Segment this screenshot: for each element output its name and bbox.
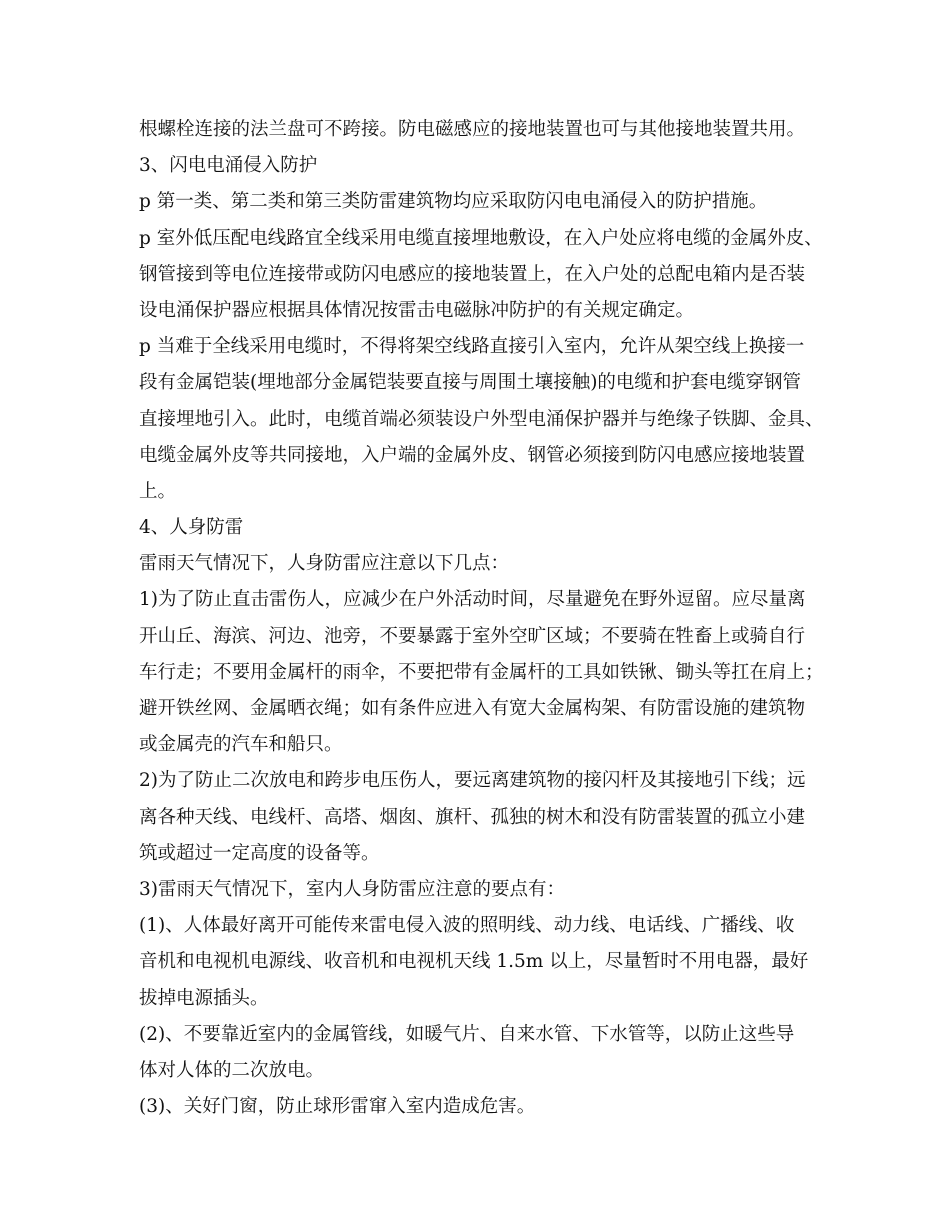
text-line: 开山丘、海滨、河边、池旁，不要暴露于室外空旷区域；不要骑在牲畜上或骑自行 [139,625,806,647]
text-line: 离各种天线、电线杆、高塔、烟囱、旗杆、孤独的树木和没有防雷装置的孤立小建 [139,806,806,828]
text-line: 直接埋地引入。此时，电缆首端必须装设户外型电涌保护器并与绝缘子铁脚、金具、 [139,408,824,430]
text-line: p 室外低压配电线路宜全线采用电缆直接埋地敷设，在入户处应将电缆的金属外皮、 [139,227,823,249]
text-line: 避开铁丝网、金属晒衣绳；如有条件应进入有宽大金属构架、有防雷设施的建筑物 [139,698,806,719]
text-line: p 当难于全线采用电缆时，不得将架空线路直接引入室内，允许从架空线上换接一 [139,336,805,358]
text-line: 拔掉电源插头。 [139,987,269,1009]
text-line: 车行走；不要用金属杆的雨伞，不要把带有金属杆的工具如铁锹、锄头等扛在肩上； [139,661,824,683]
text-line: 筑或超过一定高度的设备等。 [139,842,380,864]
text-line: 雷雨天气情况下，人身防雷应注意以下几点： [139,553,510,575]
section-heading: 4、人身防雷 [139,517,244,539]
text-line: p 第一类、第二类和第三类防雷建筑物均应采取防闪电电涌侵入的防护措施。 [139,191,768,213]
text-line: (1)、人体最好离开可能传来雷电侵入波的照明线、动力线、电话线、广播线、收 [139,915,795,937]
text-line: 钢管接到等电位连接带或防闪电感应的接地装置上，在入户处的总配电箱内是否装 [139,263,806,285]
text-line: 上。 [139,480,177,502]
text-line: 1)为了防止直击雷伤人，应减少在户外活动时间，尽量避免在野外逗留。应尽量离 [139,589,806,611]
text-line: 或金属壳的汽车和船只。 [139,734,343,756]
document-body [139,112,824,1125]
text-line: 设电涌保护器应根据具体情况按雷击电磁脉冲防护的有关规定确定。 [139,299,695,321]
text-line: (2)、不要靠近室内的金属管线，如暖气片、自来水管、下水管等，以防止这些导 [139,1023,795,1045]
text-line: 音机和电视机电源线、收音机和电视机天线 1.5m 以上，尽量暂时不用电器，最好 [139,951,809,973]
section-heading: 3、闪电电涌侵入防护 [139,155,318,177]
text-line: 根螺栓连接的法兰盘可不跨接。防电磁感应的接地装置也可与其他接地装置共用。 [139,119,806,140]
text-line: 电缆金属外皮等共同接地，入户端的金属外皮、钢管必须接到防闪电感应接地装置 [139,444,806,466]
text-line: 体对人体的二次放电。 [139,1059,325,1081]
text-line: (3)、关好门窗，防止球形雷窜入室内造成危害。 [139,1096,536,1118]
text-line: 3)雷雨天气情况下，室内人身防雷应注意的要点有： [139,878,565,900]
text-line: 段有金属铠装(埋地部分金属铠装要直接与周围土壤接触)的电缆和护套电缆穿钢管 [139,372,801,394]
text-line: 2)为了防止二次放电和跨步电压伤人，要远离建筑物的接闪杆及其接地引下线；远 [139,770,806,792]
